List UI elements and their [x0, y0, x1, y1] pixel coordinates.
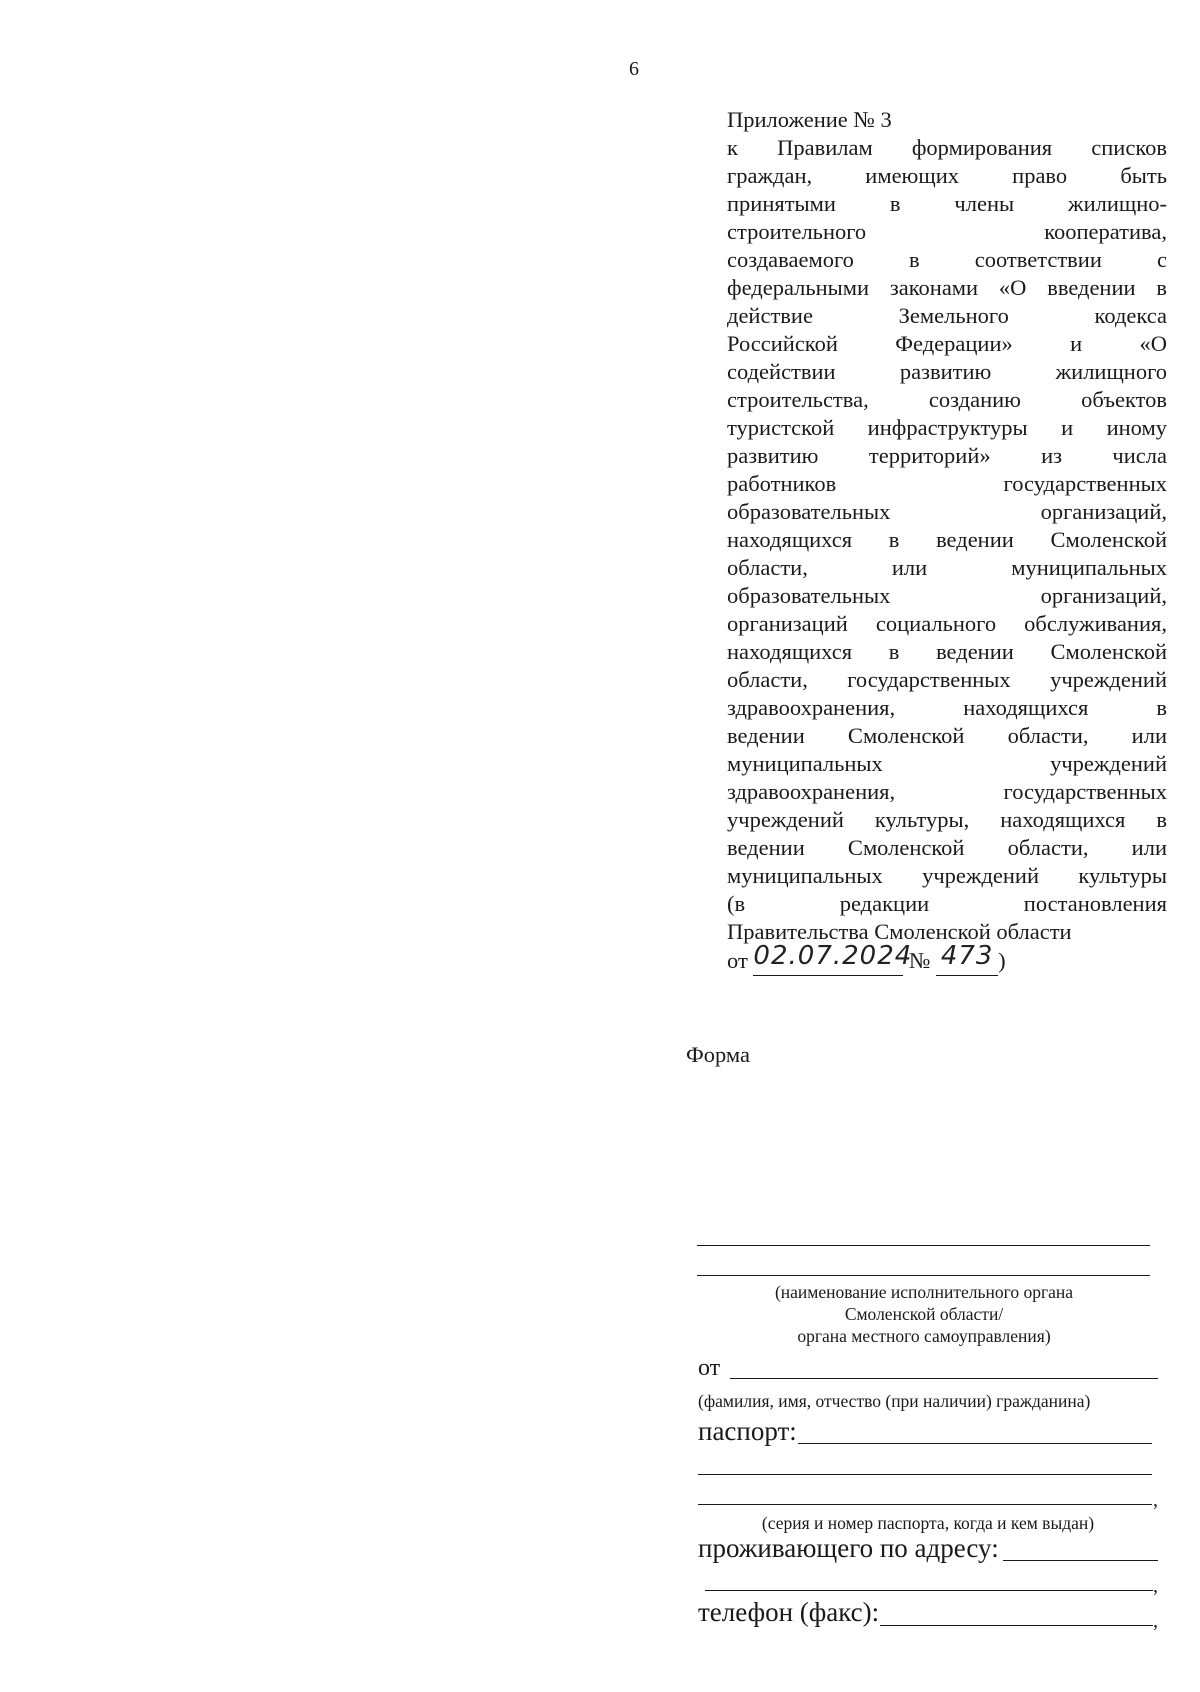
address-line-1[interactable]	[1003, 1560, 1158, 1561]
from-prefix: от	[727, 948, 748, 973]
appendix-line: учреждений культуры, находящихся в	[727, 807, 1167, 832]
appendix-title: Приложение № 3	[727, 107, 892, 132]
form-label: Форма	[686, 1042, 751, 1067]
fio-caption: (фамилия, имя, отчество (при наличии) гражданина)	[698, 1391, 1091, 1411]
appendix-line: содействии развитию жилищного	[727, 359, 1167, 384]
passport-line-1[interactable]	[798, 1443, 1152, 1444]
organ-caption-line-3: органа местного самоуправления)	[797, 1326, 1051, 1346]
appendix-line: федеральными законами «О введении в	[727, 275, 1167, 300]
phone-line[interactable]	[880, 1625, 1153, 1626]
from-line[interactable]	[730, 1378, 1158, 1379]
organ-caption	[700, 1281, 1148, 1347]
date-field	[753, 941, 913, 976]
appendix-line: (в редакции постановления	[727, 891, 1167, 916]
phone-comma: ,	[1153, 1610, 1158, 1632]
address-label: проживающего по адресу:	[698, 1533, 999, 1563]
appendix-line: области, или муниципальных	[727, 555, 1167, 580]
handwritten-date: 02.07.2024	[753, 941, 913, 971]
appendix-line: к Правилам формирования списков	[727, 135, 1167, 160]
appendix-line: развитию территорий» из числа	[727, 443, 1167, 468]
organ-name-line-1[interactable]	[697, 1245, 1150, 1246]
page-number: 6	[629, 58, 639, 80]
appendix-line: Российской Федерации» и «О	[727, 331, 1167, 356]
address-comma: ,	[1153, 1575, 1158, 1597]
appendix-line: ведении Смоленской области, или	[727, 723, 1167, 748]
appendix-line: Правительства Смоленской области	[727, 919, 1072, 944]
organ-caption-line-1: (наименование исполнительного органа	[774, 1282, 1074, 1302]
appendix-block	[727, 106, 1167, 976]
appendix-line: работников государственных	[727, 471, 1167, 496]
passport-label: паспорт:	[698, 1416, 797, 1446]
appendix-line: туристской инфраструктуры и иному	[727, 415, 1167, 440]
organ-caption-line-2: Смоленской области/	[844, 1304, 1004, 1324]
passport-line-3[interactable]	[698, 1504, 1152, 1505]
appendix-date-line	[727, 941, 1167, 976]
phone-label: телефон (факс):	[698, 1597, 880, 1627]
appendix-line: создаваемого в соответствии с	[727, 247, 1167, 272]
appendix-line: образовательных организаций,	[727, 499, 1167, 524]
appendix-line: находящихся в ведении Смоленской	[727, 527, 1167, 552]
passport-line-2[interactable]	[698, 1474, 1152, 1475]
appendix-line: строительного кооператива,	[727, 219, 1167, 244]
number-sign: №	[909, 948, 931, 973]
passport-caption: (серия и номер паспорта, когда и кем выдан)	[761, 1513, 1095, 1533]
address-line-2[interactable]	[705, 1590, 1153, 1591]
from-label: от	[698, 1355, 721, 1381]
appendix-line: муниципальных учреждений	[727, 751, 1167, 776]
appendix-line: здравоохранения, государственных	[727, 779, 1167, 804]
closing-paren: )	[998, 948, 1006, 973]
appendix-line: здравоохранения, находящихся в	[727, 695, 1167, 720]
handwritten-number: 473	[940, 941, 994, 971]
appendix-line: организаций социального обслуживания,	[727, 611, 1167, 636]
appendix-line: действие Земельного кодекса	[727, 303, 1167, 328]
organ-name-line-2[interactable]	[697, 1275, 1150, 1276]
passport-comma: ,	[1153, 1489, 1158, 1511]
appendix-line: граждан, имеющих право быть	[727, 163, 1167, 188]
appendix-line: области, государственных учреждений	[727, 667, 1167, 692]
appendix-line: строительства, созданию объектов	[727, 387, 1167, 412]
appendix-line: принятыми в члены жилищно-	[727, 191, 1167, 216]
number-field	[936, 941, 998, 976]
appendix-body	[727, 134, 1167, 946]
appendix-line: находящихся в ведении Смоленской	[727, 639, 1167, 664]
appendix-line: образовательных организаций,	[727, 583, 1167, 608]
appendix-line: ведении Смоленской области, или	[727, 835, 1167, 860]
appendix-line: муниципальных учреждений культуры	[727, 863, 1167, 888]
